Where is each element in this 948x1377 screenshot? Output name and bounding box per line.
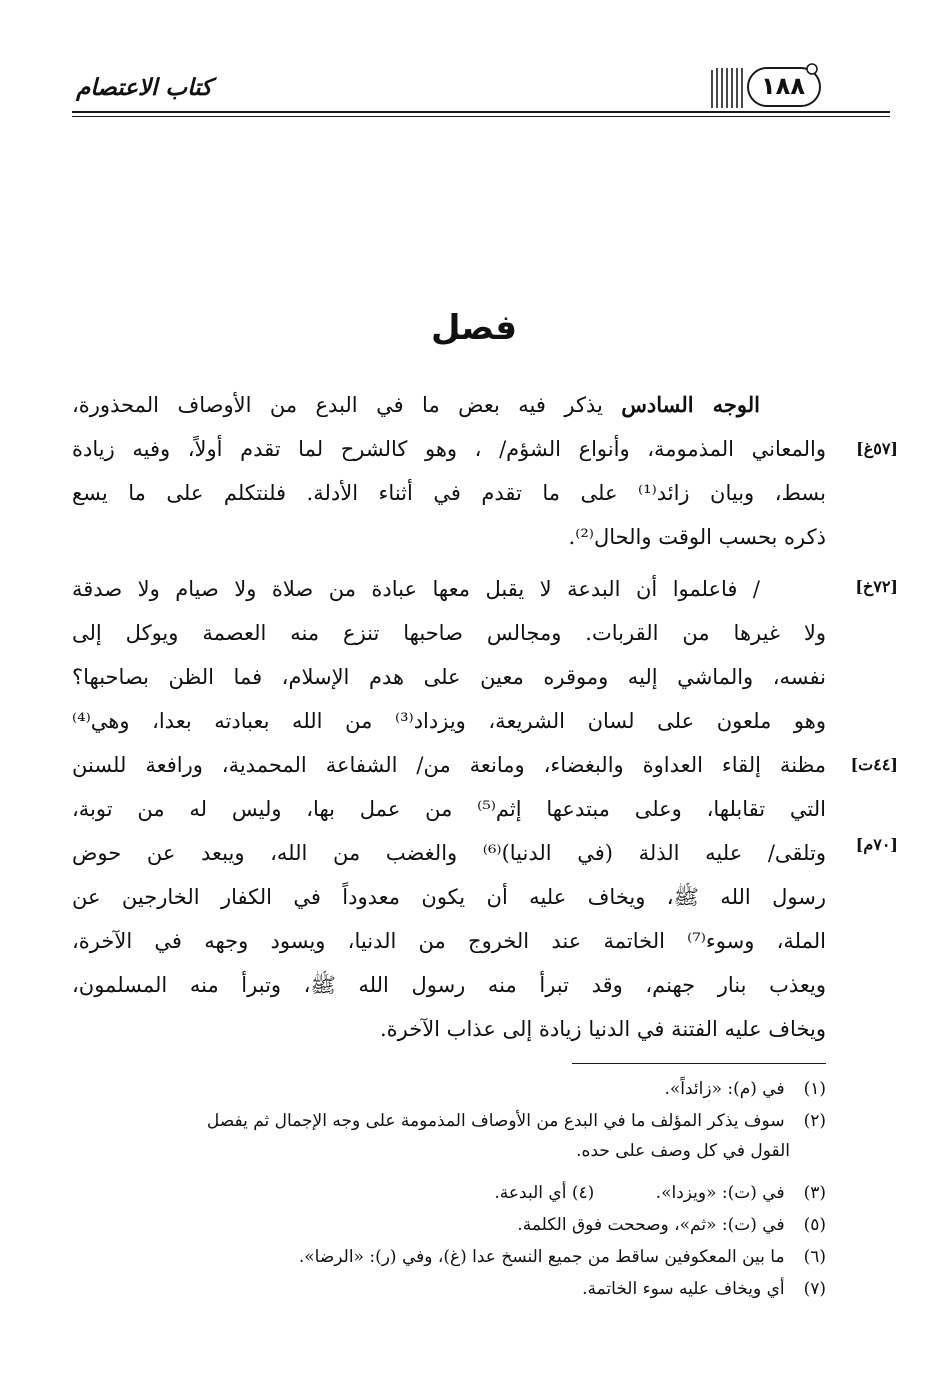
margin-ref: [٤٤ت] [850,755,898,774]
running-header-book-title: كتاب الاعتصام [76,75,212,101]
section-heading: فصل [430,308,518,348]
body-line: وتلقى/ عليه الذلة (في الدنيا)⁽⁶⁾ والغضب من الله، ويبعد عن حوض [72,841,826,865]
margin-ref: [٧٢خ] [855,577,898,596]
footnote [72,1242,826,1272]
header-rule [72,111,890,113]
body-line: والمعاني المذمومة، وأنواع الشؤم/ ، وهو كالشرح لما تقدم أولاً، وفيه زيادة [72,437,826,461]
footnote [72,1274,826,1304]
margin-ref: [٧٠م] [855,835,898,854]
footnote [72,1210,826,1240]
body-line: ويخاف عليه الفتنة في الدنيا زيادة إلى عذاب الآخرة. [379,1017,826,1041]
page-number: ١٨٨ [761,72,805,100]
footnote-text: في (ت): «ويزدا». [655,1183,785,1203]
body-line: التي تقابلها، وعلى مبتدعها إثم⁽⁵⁾ من عمل بها، وليس له من توبة، [72,797,826,821]
footnote-text: في (م): «زائداً». [664,1079,785,1099]
body-line: ويعذب بنار جهنم، وقد تبرأ منه رسول الله ﷺ، وتبرأ منه المسلمون، [72,973,826,997]
body-line: مظنة إلقاء العداوة والبغضاء، ومانعة من/ الشفاعة المحمدية، ورافعة للسنن [72,753,826,777]
footnote-inline [494,1178,594,1208]
footnote-number: (٦) [803,1247,826,1267]
footnote-number: (٧) [803,1279,826,1299]
body-line [72,386,826,424]
body-line: نفسه، والماشي إليه وموقره معين على هدم الإسلام، فما الظن بصاحبها؟ [72,665,826,689]
footnote-number: (٣) [803,1183,826,1203]
footnote-text: سوف يذكر المؤلف ما في البدع من الأوصاف المذمومة على وجه الإجمال ثم يفصل [206,1111,785,1131]
body-line: وهو ملعون على لسان الشريعة، ويزداد⁽³⁾ من الله بعبادته بعدا، وهي⁽⁴⁾ [72,709,826,733]
body-line: / فاعلموا أن البدعة لا يقبل معها عبادة من صلاة ولا صيام ولا صدقة [72,577,760,601]
body-line: بسط، وبيان زائد⁽¹⁾ على ما تقدم في أثناء الأدلة. فلنتكلم على ما يسع [72,481,826,505]
footnote-text: في (ت): «ثم»، وصححت فوق الكلمة. [517,1215,785,1235]
body-line: ذكره بحسب الوقت والحال⁽²⁾. [568,525,826,549]
margin-ref: [٥٧غ] [856,439,898,458]
header-rule-thin [72,116,890,117]
body-line: الملة، وسوء⁽⁷⁾ الخاتمة عند الخروج من الدنيا، ويسود وجهه في الآخرة، [72,929,826,953]
paragraph-lead: الوجه السادس [621,392,760,417]
footnote-number: (٢) [803,1111,826,1131]
footnote-number: (٥) [803,1215,826,1235]
body-text: يذكر فيه بعض ما في البدع من الأوصاف المحذورة، [72,393,622,417]
footnote-text: أي البدعة. [494,1183,567,1203]
footnote [72,1106,826,1136]
footnote [72,1074,826,1104]
footnote-continuation: القول في كل وصف على حده. [576,1141,790,1161]
footnote-text: ما بين المعكوفين ساقط من جميع النسخ عدا (غ)، وفي (ر): «الرضا». [298,1247,785,1267]
footnote-separator [572,1063,826,1064]
footnote-number: (٤) [571,1183,595,1203]
footnote [72,1178,826,1208]
body-line: رسول الله ﷺ، ويخاف عليه أن يكون معدوداً في الكفار الخارجين عن [72,885,826,909]
footnote-number: (١) [803,1079,826,1099]
footnote-text: أي ويخاف عليه سوء الخاتمة. [582,1279,785,1299]
body-line: ولا غيرها من القربات. ومجالس صاحبها تنزع منه العصمة ويوكل إلى [72,621,826,645]
